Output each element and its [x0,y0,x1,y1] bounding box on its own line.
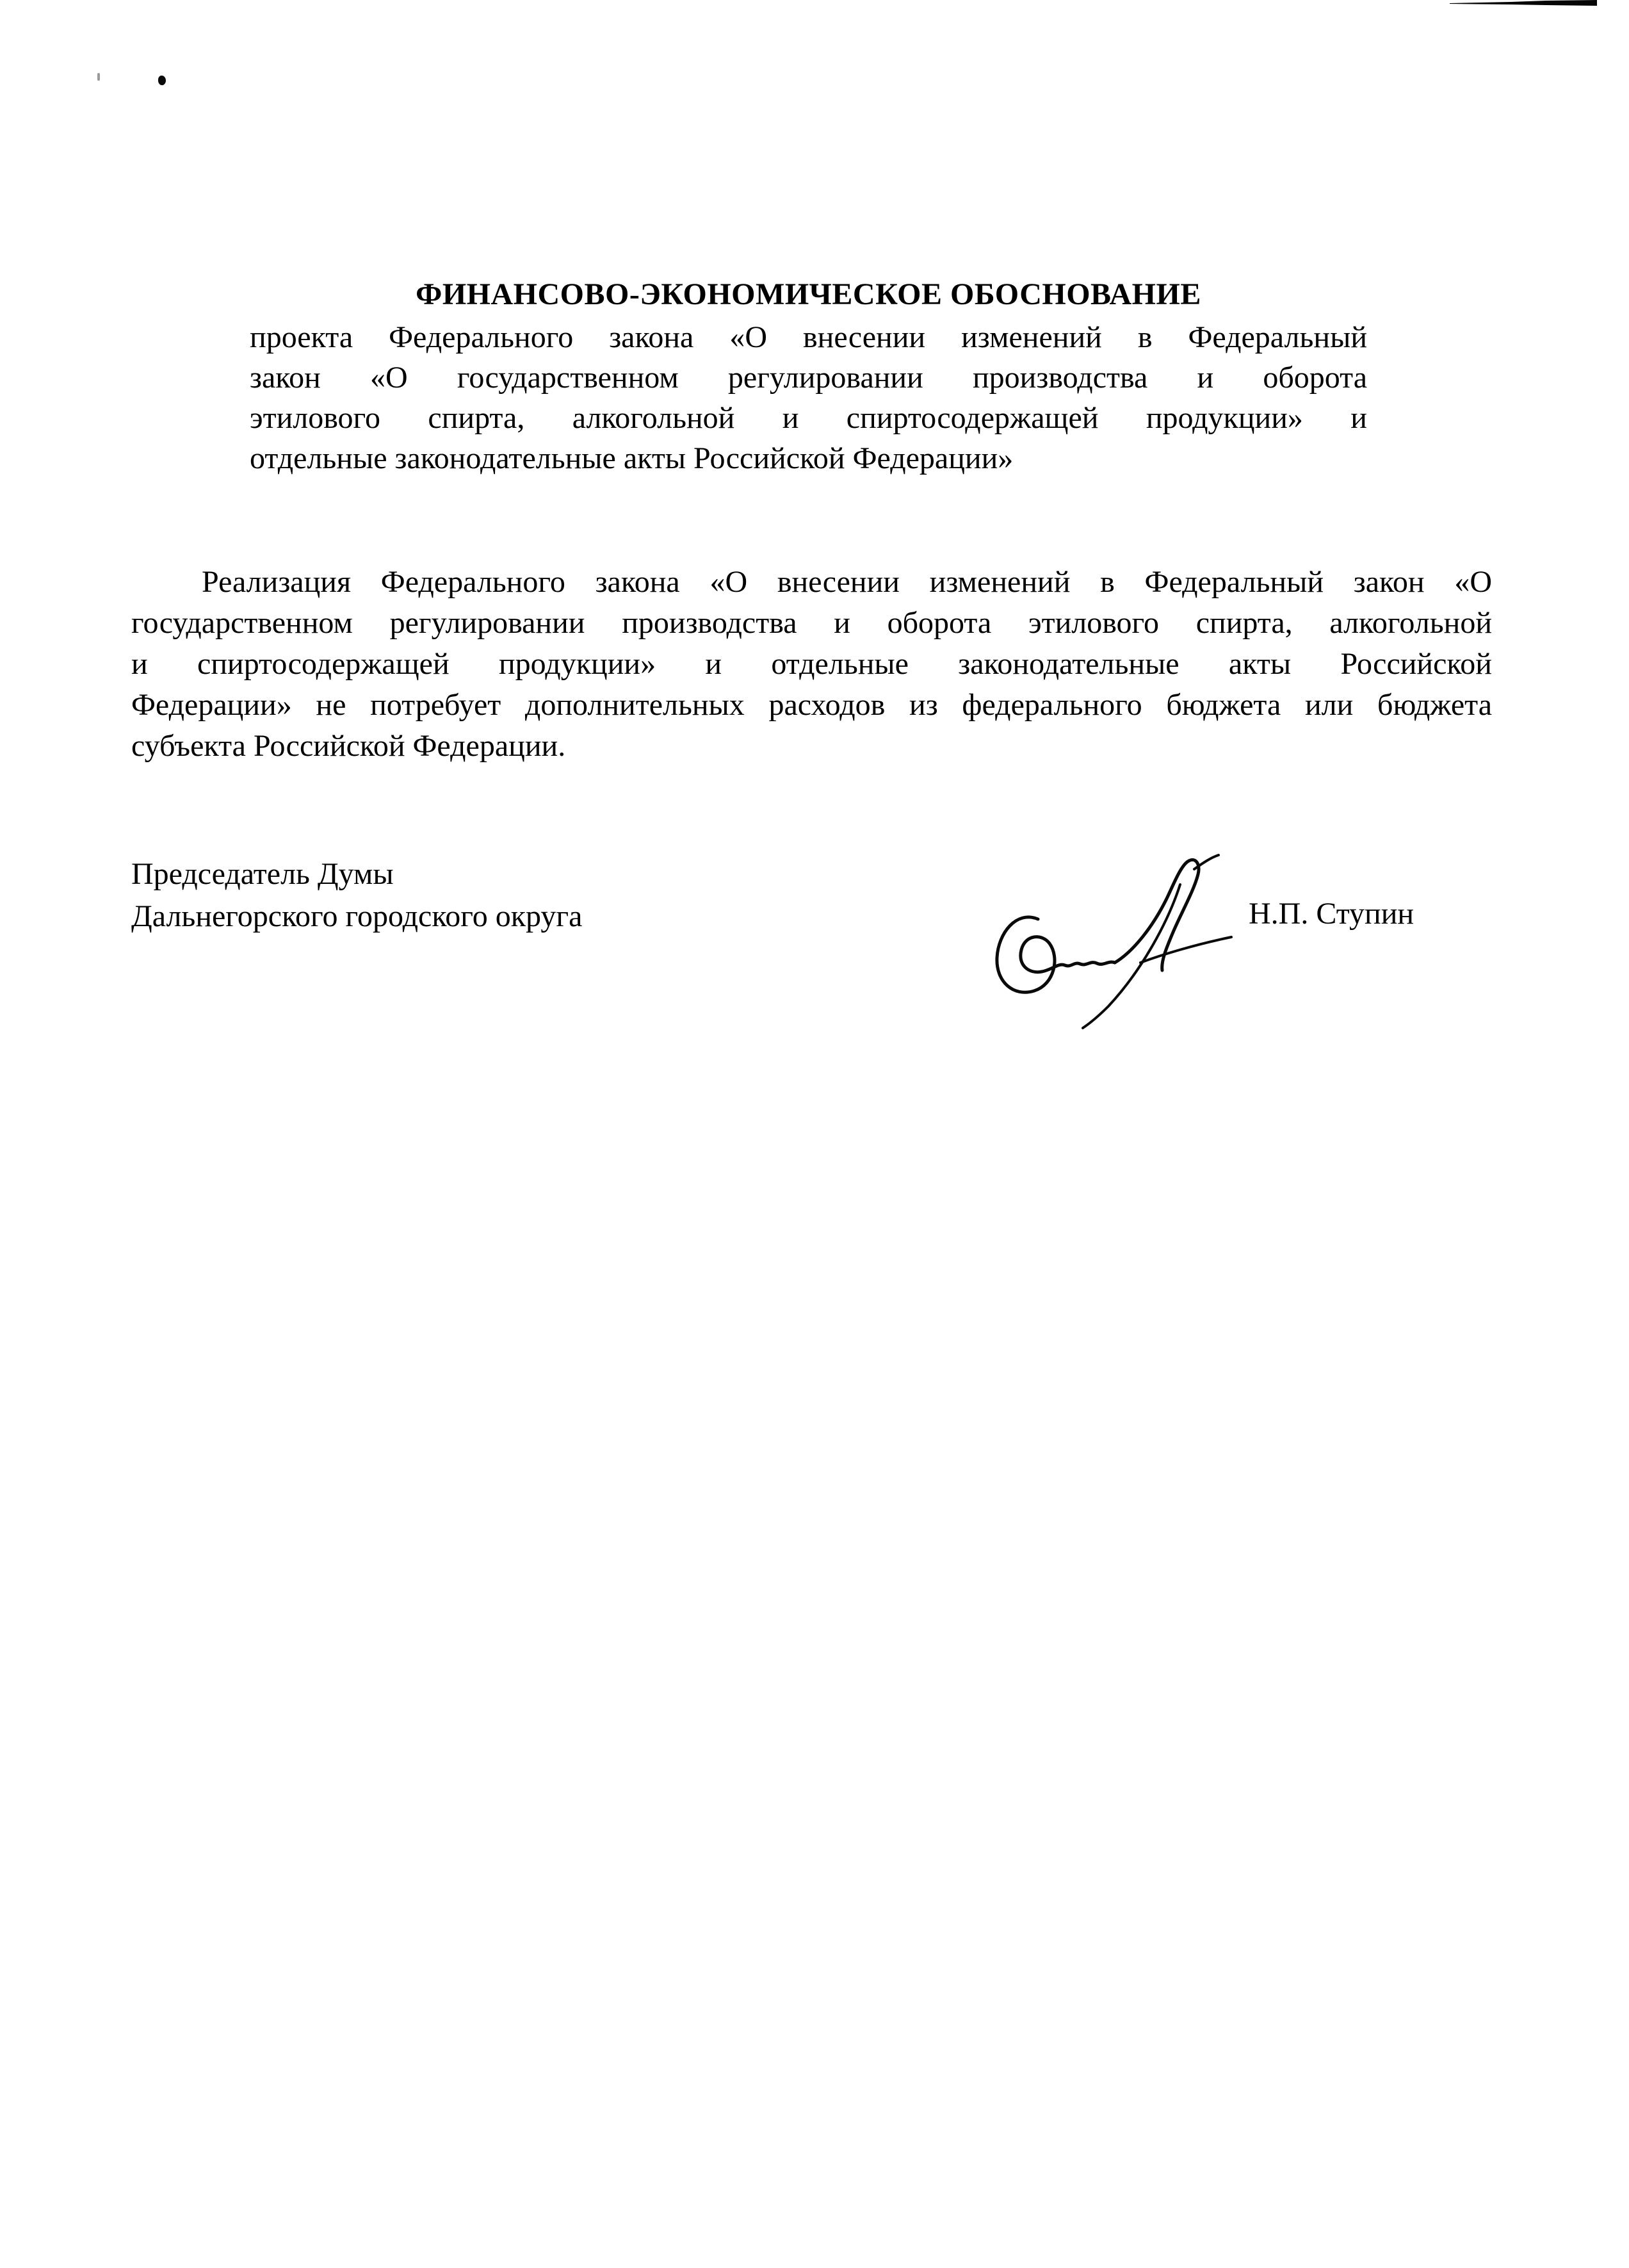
signatory-position [131,853,582,938]
signatory-position-line2: Дальнегорского городского округа [131,899,583,933]
scan-artifact-speck-faint [97,73,100,81]
document-subtitle [250,317,1367,478]
signature-handwriting [983,844,1258,1036]
body-line: субъекта Российской Федерации. [131,729,566,763]
body-line: государственном регулировании производства и оборота этилового спирта, алкогольной [131,606,1492,640]
document-title: ФИНАНСОВО-ЭКОНОМИЧЕСКОЕ ОБОСНОВАНИЕ [416,277,1201,311]
scan-artifact-speck-dark [158,76,166,85]
signatory-position-line1: Председатель Думы [131,857,394,891]
subtitle-line: этилового спирта, алкогольной и спиртосодержащей продукции» и [250,401,1367,435]
scan-artifact-line [1450,0,1597,8]
body-paragraph [131,562,1492,767]
signature-block [131,853,1492,1045]
signatory-name: Н.П. Ступин [1249,897,1414,931]
heading-block [250,272,1367,478]
subtitle-line: закон «О государственном регулировании производства и оборота [250,361,1367,395]
subtitle-line: отдельные законодательные акты Российской Федерации» [250,441,1014,475]
body-line: Реализация Федерального закона «О внесении изменений в Федеральный закон «О [202,565,1492,599]
subtitle-line: проекта Федерального закона «О внесении изменений в Федеральный [250,320,1367,354]
body-line: и спиртосодержащей продукции» и отдельные законодательные акты Российской [131,647,1492,681]
document-content [131,272,1492,1045]
body-line: Федерации» не потребует дополнительных расходов из федерального бюджета или бюджета [131,688,1492,722]
